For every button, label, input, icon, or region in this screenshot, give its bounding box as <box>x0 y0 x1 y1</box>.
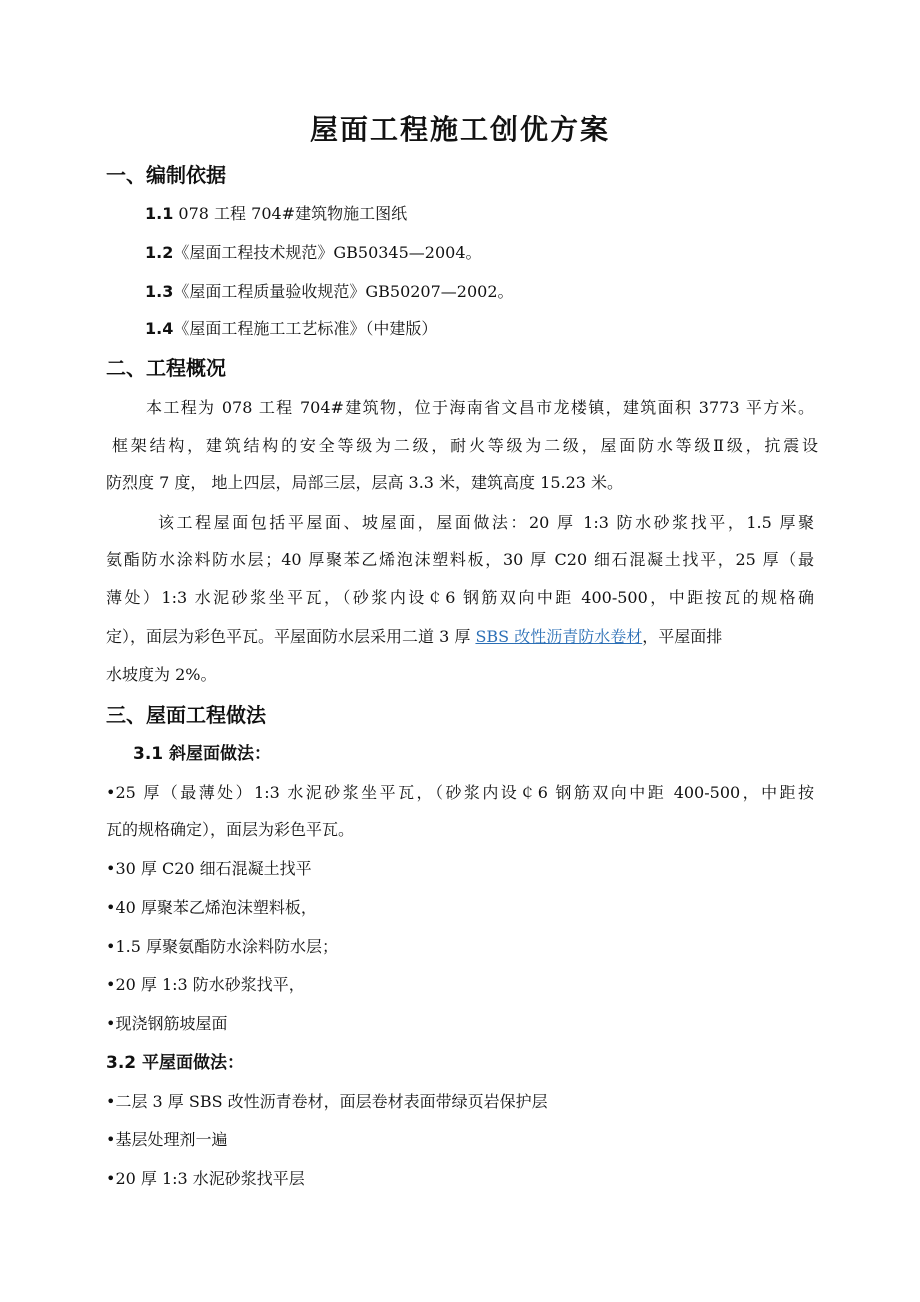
overview-paragraph-line: 本工程为 078 工程 704#建筑物，位于海南省文昌市龙楼镇，建筑面积 3773 平方米。 <box>146 398 814 417</box>
subsection-heading-flat-roof: 3.2 平屋面做法： <box>106 1053 245 1073</box>
overview-paragraph-line: 框架结构，建筑结构的安全等级为二级，耐火等级为二级，屋面防水等级Ⅱ级，抗震设 <box>112 436 818 455</box>
overview-paragraph-line: 防烈度 7 度， 地上四层，局部三层，层高 3.3 米，建筑高度 15.23 米。 <box>106 473 624 492</box>
sloped-roof-item: •20 厚 1:3 防水砂浆找平， <box>106 975 305 994</box>
basis-item <box>145 242 482 264</box>
document-title: 屋面工程施工创优方案 <box>309 113 610 146</box>
flat-roof-item: •二层 3 厚 SBS 改性沥青卷材，面层卷材表面带绿页岩保护层 <box>106 1092 548 1111</box>
section-heading-basis: 一、编制依据 <box>106 163 226 187</box>
roof-description-line: 该工程屋面包括平屋面、坡屋面，屋面做法：20 厚 1:3 防水砂浆找平，1.5 厚聚 <box>158 513 814 532</box>
roof-description-line: 薄处）1:3 水泥砂浆坐平瓦，（砂浆内设￠6 钢筋双向中距 400-500，中距按瓦的规格确 <box>106 588 814 607</box>
basis-item-number: 1.2 <box>145 243 174 262</box>
roof-description-line <box>106 626 722 648</box>
basis-item-text: 078 工程 704#建筑物施工图纸 <box>173 204 408 223</box>
roof-description-line: 氨酯防水涂料防水层；40 厚聚苯乙烯泡沫塑料板，30 厚 C20 细石混凝土找平，25 厚（最 <box>106 550 814 569</box>
section-heading-overview: 二、工程概况 <box>106 356 226 380</box>
basis-item-number: 1.3 <box>145 282 174 301</box>
basis-item-number: 1.1 <box>145 204 174 223</box>
sloped-roof-item: •25 厚（最薄处）1:3 水泥砂浆坐平瓦，（砂浆内设￠6 钢筋双向中距 400-500，中距按 <box>106 783 814 802</box>
basis-item <box>145 281 514 303</box>
roof-description-text: 定），面层为彩色平瓦。平屋面防水层采用二道 3 厚 <box>106 627 476 646</box>
sloped-roof-item: •30 厚 C20 细石混凝土找平 <box>106 859 312 878</box>
roof-description-text: ，平屋面排 <box>642 627 723 646</box>
flat-roof-item: •基层处理剂一遍 <box>106 1130 228 1149</box>
sloped-roof-item: •现浇钢筋坡屋面 <box>106 1014 228 1033</box>
section-heading-methods: 三、屋面工程做法 <box>106 703 266 727</box>
roof-description-line: 水坡度为 2%。 <box>106 665 217 684</box>
sbs-membrane-link[interactable]: SBS 改性沥青防水卷材 <box>475 627 643 646</box>
basis-item-number: 1.4 <box>145 319 174 338</box>
basis-item <box>145 318 437 340</box>
basis-item <box>145 203 407 225</box>
subsection-heading-sloped-roof: 3.1 斜屋面做法： <box>133 744 272 764</box>
sloped-roof-item: •1.5 厚聚氨酯防水涂料防水层； <box>106 937 338 956</box>
basis-item-text: 《屋面工程施工工艺标准》（中建版） <box>173 319 438 338</box>
basis-item-text: 《屋面工程技术规范》GB50345—2004。 <box>173 243 482 262</box>
sloped-roof-item: •40 厚聚苯乙烯泡沫塑料板， <box>106 898 317 917</box>
flat-roof-item: •20 厚 1:3 水泥砂浆找平层 <box>106 1169 305 1188</box>
basis-item-text: 《屋面工程质量验收规范》GB50207—2002。 <box>173 282 514 301</box>
sloped-roof-item: 瓦的规格确定），面层为彩色平瓦。 <box>106 820 355 839</box>
